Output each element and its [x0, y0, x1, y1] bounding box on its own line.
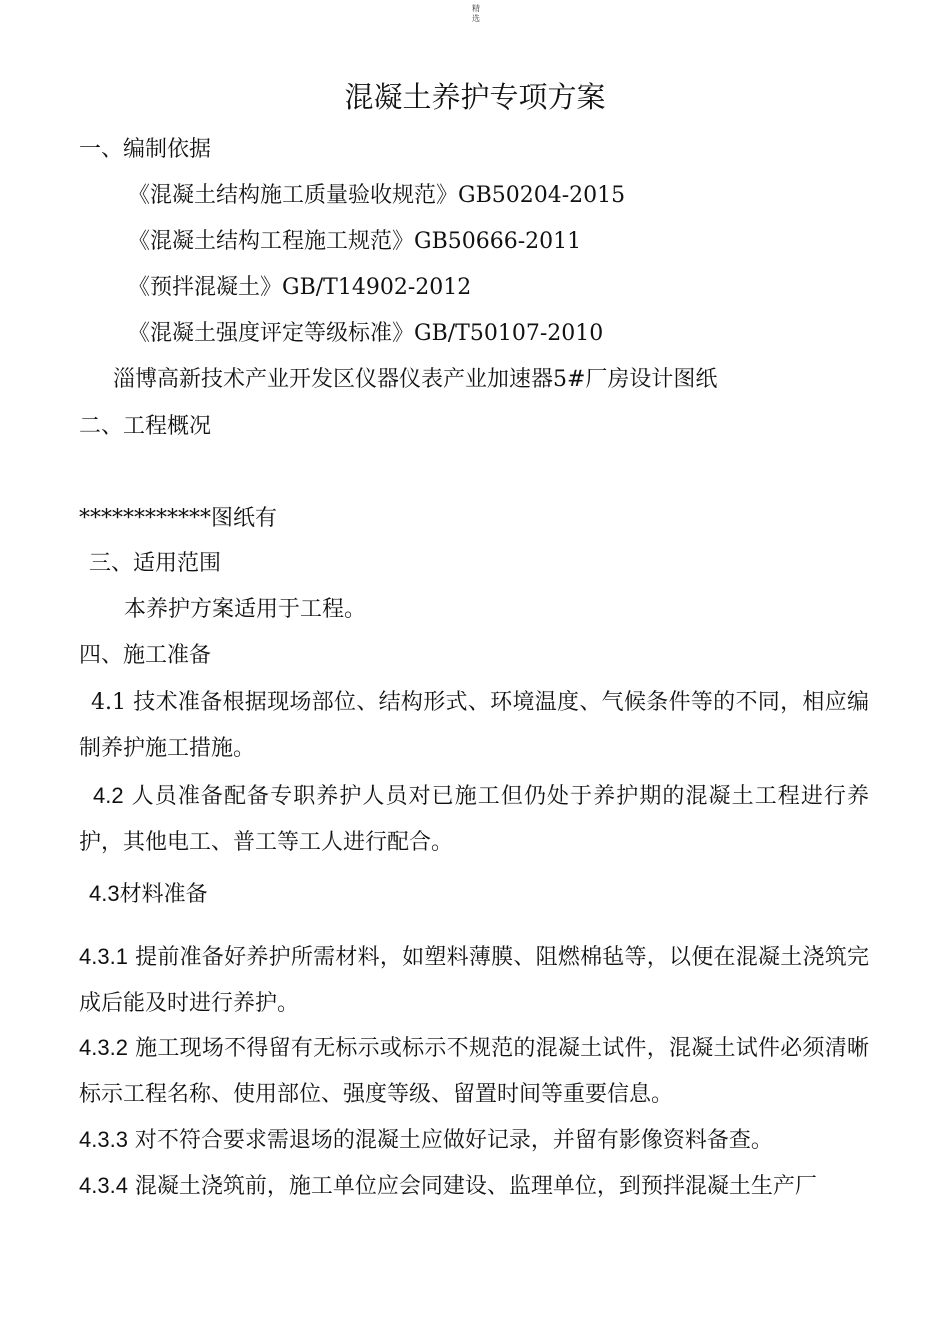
paragraph-4-3-4-number: 4.3.4 [79, 1173, 128, 1198]
header-mark: 精 选 [472, 4, 480, 23]
paragraph-4-1 [79, 680, 869, 772]
standard-item-4: 《混凝土强度评定等级标准》GB/T50107-2010 [128, 321, 604, 346]
document-title: 混凝土养护专项方案 [344, 80, 606, 114]
paragraph-4-2-number: 4.2 [93, 783, 124, 808]
paragraph-4-3-1 [79, 934, 869, 1027]
paragraph-4-3-1-number: 4.3.1 [79, 944, 128, 969]
paragraph-4-3-3-text: 对不符合要求需退场的混凝土应做好记录，并留有影像资料备查。 [127, 1128, 773, 1153]
paragraph-4-3-4-text: 混凝土浇筑前，施工单位应会同建设、监理单位，到预拌混凝土生产厂 [127, 1174, 817, 1199]
scope-text: 本养护方案适用于工程。 [124, 597, 367, 622]
section-heading-3: 三、适用范围 [89, 551, 222, 576]
standard-item-1: 《混凝土结构施工质量验收规范》GB50204-2015 [128, 183, 626, 208]
paragraph-4-3-1-text: 提前准备好养护所需材料，如塑料薄膜、阻燃棉毡等，以便在混凝土浇筑完成后能及时进行养护。 [79, 945, 869, 1016]
paragraph-4-3-4 [79, 1163, 869, 1210]
section-heading-4: 四、施工准备 [79, 643, 212, 668]
paragraph-4-3-number: 4.3 [89, 881, 120, 906]
paragraph-4-1-text: 4.1 技术准备根据现场部位、结构形式、环境温度、气候条件等的不同，相应编制养护施工措施。 [79, 690, 869, 761]
paragraph-4-3-2-number: 4.3.2 [79, 1035, 128, 1060]
paragraph-4-3-3-number: 4.3.3 [79, 1127, 128, 1152]
paragraph-4-3-text: 材料准备 [119, 882, 208, 907]
drawing-reference: 淄博高新技术产业开发区仪器仪表产业加速器5#厂房设计图纸 [113, 367, 718, 392]
section-heading-2: 二、工程概况 [79, 414, 212, 439]
paragraph-4-3-3 [79, 1117, 869, 1164]
paragraph-4-2-text: 人员准备配备专职养护人员对已施工但仍处于养护期的混凝土工程进行养护，其他电工、普工等工人进行配合。 [79, 784, 869, 855]
project-overview-text: ************图纸有 [79, 506, 278, 531]
paragraph-4-3-2-text: 施工现场不得留有无标示或标示不规范的混凝土试件，混凝土试件必须清晰标示工程名称、使用部位、强度等级、留置时间等重要信息。 [79, 1036, 869, 1107]
standard-item-2: 《混凝土结构工程施工规范》GB50666-2011 [128, 229, 582, 254]
standard-item-3: 《预拌混凝土》GB/T14902-2012 [128, 275, 472, 300]
section-heading-1: 一、编制依据 [79, 137, 212, 162]
paragraph-4-2 [79, 773, 869, 866]
paragraph-4-3-2 [79, 1025, 869, 1118]
paragraph-4-3 [89, 879, 208, 910]
